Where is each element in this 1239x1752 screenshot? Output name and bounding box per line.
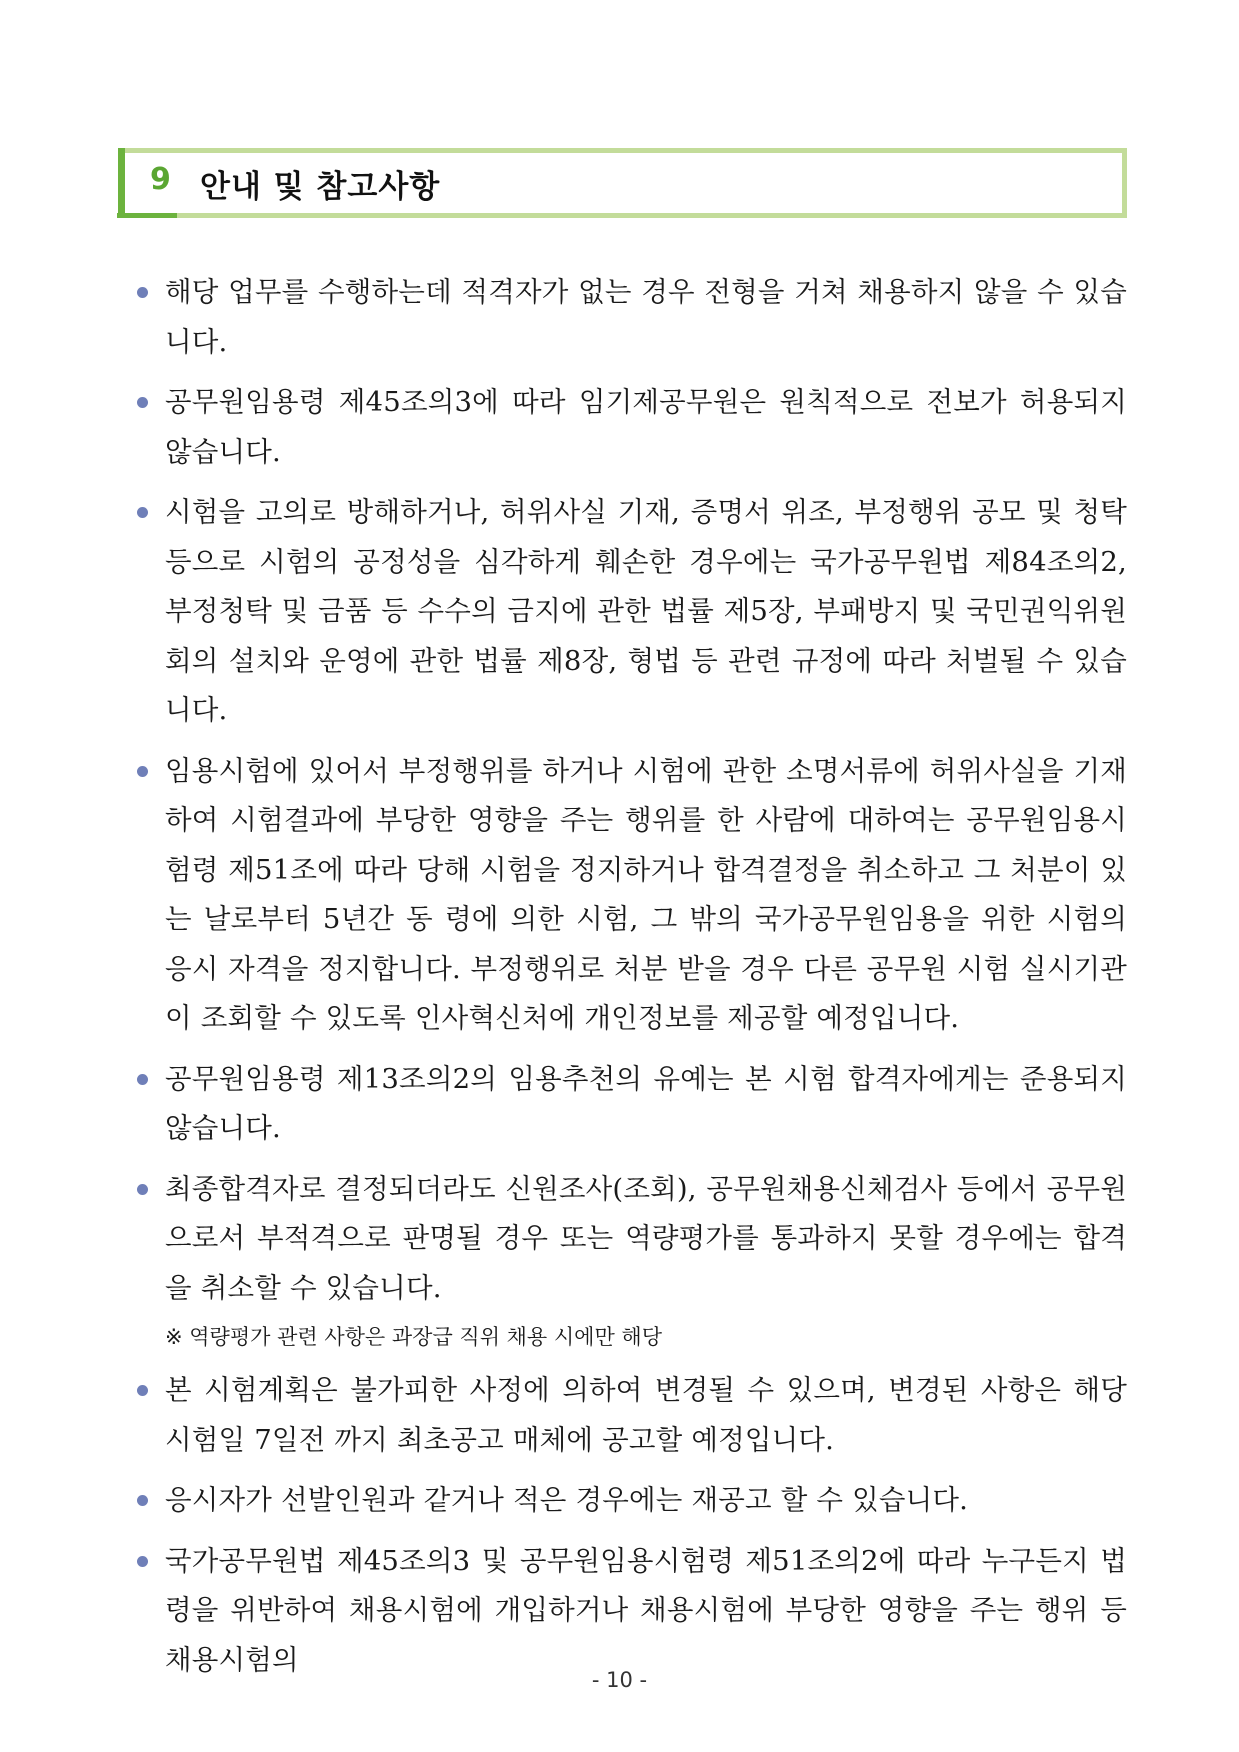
section-header: [118, 148, 1127, 218]
notice-text: 공무원임용령 제13조의2의 임용추천의 유예는 본 시험 합격자에게는 준용되지 않습니다.: [165, 1062, 1127, 1144]
bullet-dot: [137, 507, 148, 518]
notice-item: [132, 1537, 1127, 1686]
notice-text: 시험을 고의로 방해하거나, 허위사실 기재, 증명서 위조, 부정행위 공모 및 청탁 등으로 시험의 공정성을 심각하게 훼손한 경우에는 국가공무원법 제84조의2, 부정청탁 및 금품 등 수수의 금지에 관한 법률 제5장, 부패방지 및 국민권익위원회의 설치와 운영에 관한 법률 제8장, 형법 등 관련 규정에 따라 처벌될 수 있습니다.: [165, 496, 1127, 726]
notice-text: 응시자가 선발인원과 같거나 적은 경우에는 재공고 할 수 있습니다.: [165, 1484, 969, 1516]
notice-item: [132, 268, 1127, 367]
bullet-dot: [137, 1074, 148, 1085]
notice-note: ※ 역량평가 관련 사항은 과장급 직위 채용 시에만 해당: [165, 1325, 663, 1349]
notice-item: [132, 1165, 1127, 1356]
notice-item: [132, 378, 1127, 477]
notice-list: [132, 268, 1127, 1696]
page-number: - 10 -: [591, 1668, 648, 1692]
section-number: 9: [150, 162, 171, 197]
notice-item: [132, 1366, 1127, 1465]
notice-text: 최종합격자로 결정되더라도 신원조사(조회), 공무원채용신체검사 등에서 공무원으로서 부적격으로 판명될 경우 또는 역량평가를 통과하지 못할 경우에는 합격을 취소할 수 있습니다.: [165, 1172, 1127, 1304]
notice-item: [132, 1055, 1127, 1154]
bullet-dot: [137, 1184, 148, 1195]
bullet-dot: [137, 287, 148, 298]
notice-item: [132, 488, 1127, 736]
notice-text: 본 시험계획은 불가피한 사정에 의하여 변경될 수 있으며, 변경된 사항은 해당 시험일 7일전 까지 최초공고 매체에 공고할 예정입니다.: [165, 1374, 1127, 1456]
bullet-dot: [137, 766, 148, 777]
notice-item: [132, 747, 1127, 1044]
bullet-dot: [137, 1385, 148, 1396]
notice-text: 해당 업무를 수행하는데 적격자가 없는 경우 전형을 거쳐 채용하지 않을 수 있습니다.: [165, 276, 1127, 358]
section-title: 안내 및 참고사항: [200, 169, 441, 205]
notice-text: 국가공무원법 제45조의3 및 공무원임용시험령 제51조의2에 따라 누구든지 법령을 위반하여 채용시험에 개입하거나 채용시험에 부당한 영향을 주는 행위 등 채용시험의: [165, 1544, 1127, 1676]
notice-item: [132, 1476, 1127, 1526]
bullet-dot: [137, 1556, 148, 1567]
section-header-underline: [117, 213, 177, 218]
bullet-dot: [137, 1495, 148, 1506]
notice-text: 임용시험에 있어서 부정행위를 하거나 시험에 관한 소명서류에 허위사실을 기재하여 시험결과에 부당한 영향을 주는 행위를 한 사람에 대하여는 공무원임용시험령 제51조에 따라 당해 시험을 정지하거나 합격결정을 취소하고 그 처분이 있는 날로부터 5년간 동 령에 의한 시험, 그 밖의 국가공무원임용을 위한 시험의 응시 자격을 정지합니다. 부정행위로 처분 받을 경우 다른 공무원 시험 실시기관이 조회할 수 있도록 인사혁신처에 개인정보를 제공할 예정입니다.: [165, 754, 1127, 1034]
bullet-dot: [137, 397, 148, 408]
section-header-accent: [118, 148, 125, 218]
notice-text: 공무원임용령 제45조의3에 따라 임기제공무원은 원칙적으로 전보가 허용되지 않습니다.: [165, 386, 1127, 468]
